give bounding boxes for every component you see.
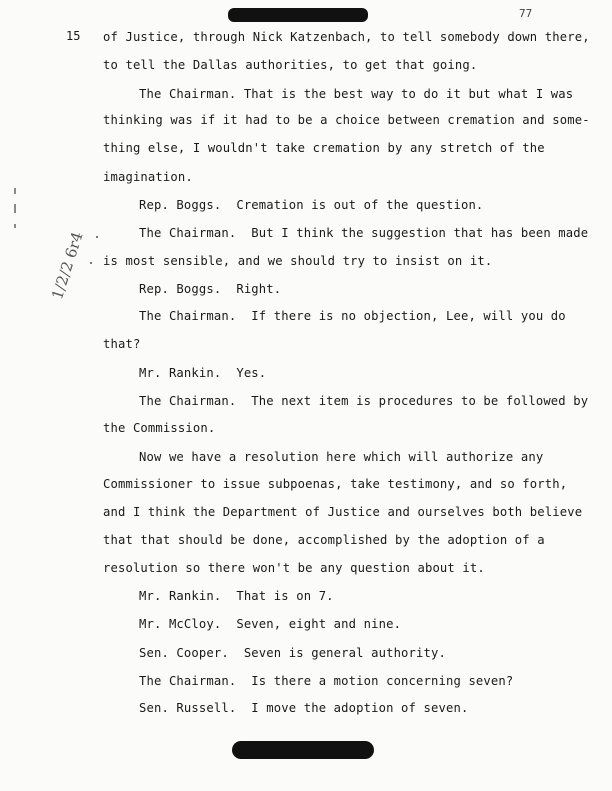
handwritten-margin-note: 1/2/2 6r4	[48, 229, 87, 302]
transcript-line: thing else, I wouldn't take cremation by any stretch of the	[103, 141, 545, 155]
transcript-line: Mr. McCloy. Seven, eight and nine.	[139, 617, 402, 631]
transcript-line: that that should be done, accomplished by the adoption of a	[103, 533, 545, 547]
transcript-line: Mr. Rankin. That is on 7.	[139, 589, 334, 603]
transcript-line: Now we have a resolution here which will authorize any	[139, 450, 544, 464]
transcript-line: to tell the Dallas authorities, to get that going.	[103, 58, 478, 72]
redaction-bar-bottom	[232, 741, 374, 759]
transcript-line: and I think the Department of Justice and ourselves both believe	[103, 505, 583, 519]
transcript-line: The Chairman. But I think the suggestion that has been made	[139, 226, 589, 240]
transcript-line: The Chairman. Is there a motion concerning seven?	[139, 674, 514, 688]
page-number: 77	[519, 7, 533, 20]
transcript-line: of Justice, through Nick Katzenbach, to tell somebody down there,	[103, 30, 590, 44]
margin-tick-mark	[14, 224, 16, 228]
transcript-line: The Chairman. If there is no objection, Lee, will you do	[139, 309, 566, 323]
transcript-line: Mr. Rankin. Yes.	[139, 366, 267, 380]
transcript-line: Commissioner to issue subpoenas, take testimony, and so forth,	[103, 477, 568, 491]
transcript-line: Sen. Cooper. Seven is general authority.	[139, 646, 446, 660]
transcript-line: thinking was if it had to be a choice between cremation and some-	[103, 113, 590, 127]
transcript-line: resolution so there won't be any question about it.	[103, 561, 485, 575]
transcript-line: is most sensible, and we should try to insist on it.	[103, 254, 493, 268]
transcript-line: Rep. Boggs. Cremation is out of the question.	[139, 198, 484, 212]
transcript-line: imagination.	[103, 170, 193, 184]
scan-speck	[96, 236, 98, 238]
transcript-line: that?	[103, 337, 141, 351]
line-number: 15	[66, 29, 81, 43]
transcript-line: The Chairman. The next item is procedures to be followed by	[139, 394, 589, 408]
transcript-line: Sen. Russell. I move the adoption of seven.	[139, 701, 469, 715]
transcript-line: The Chairman. That is the best way to do it but what I was	[139, 87, 574, 101]
transcript-line: Rep. Boggs. Right.	[139, 282, 282, 296]
transcript-line: the Commission.	[103, 421, 216, 435]
margin-tick-mark	[14, 204, 16, 213]
redaction-bar-top	[228, 8, 368, 22]
scan-speck	[90, 262, 92, 264]
margin-tick-mark	[14, 188, 16, 194]
